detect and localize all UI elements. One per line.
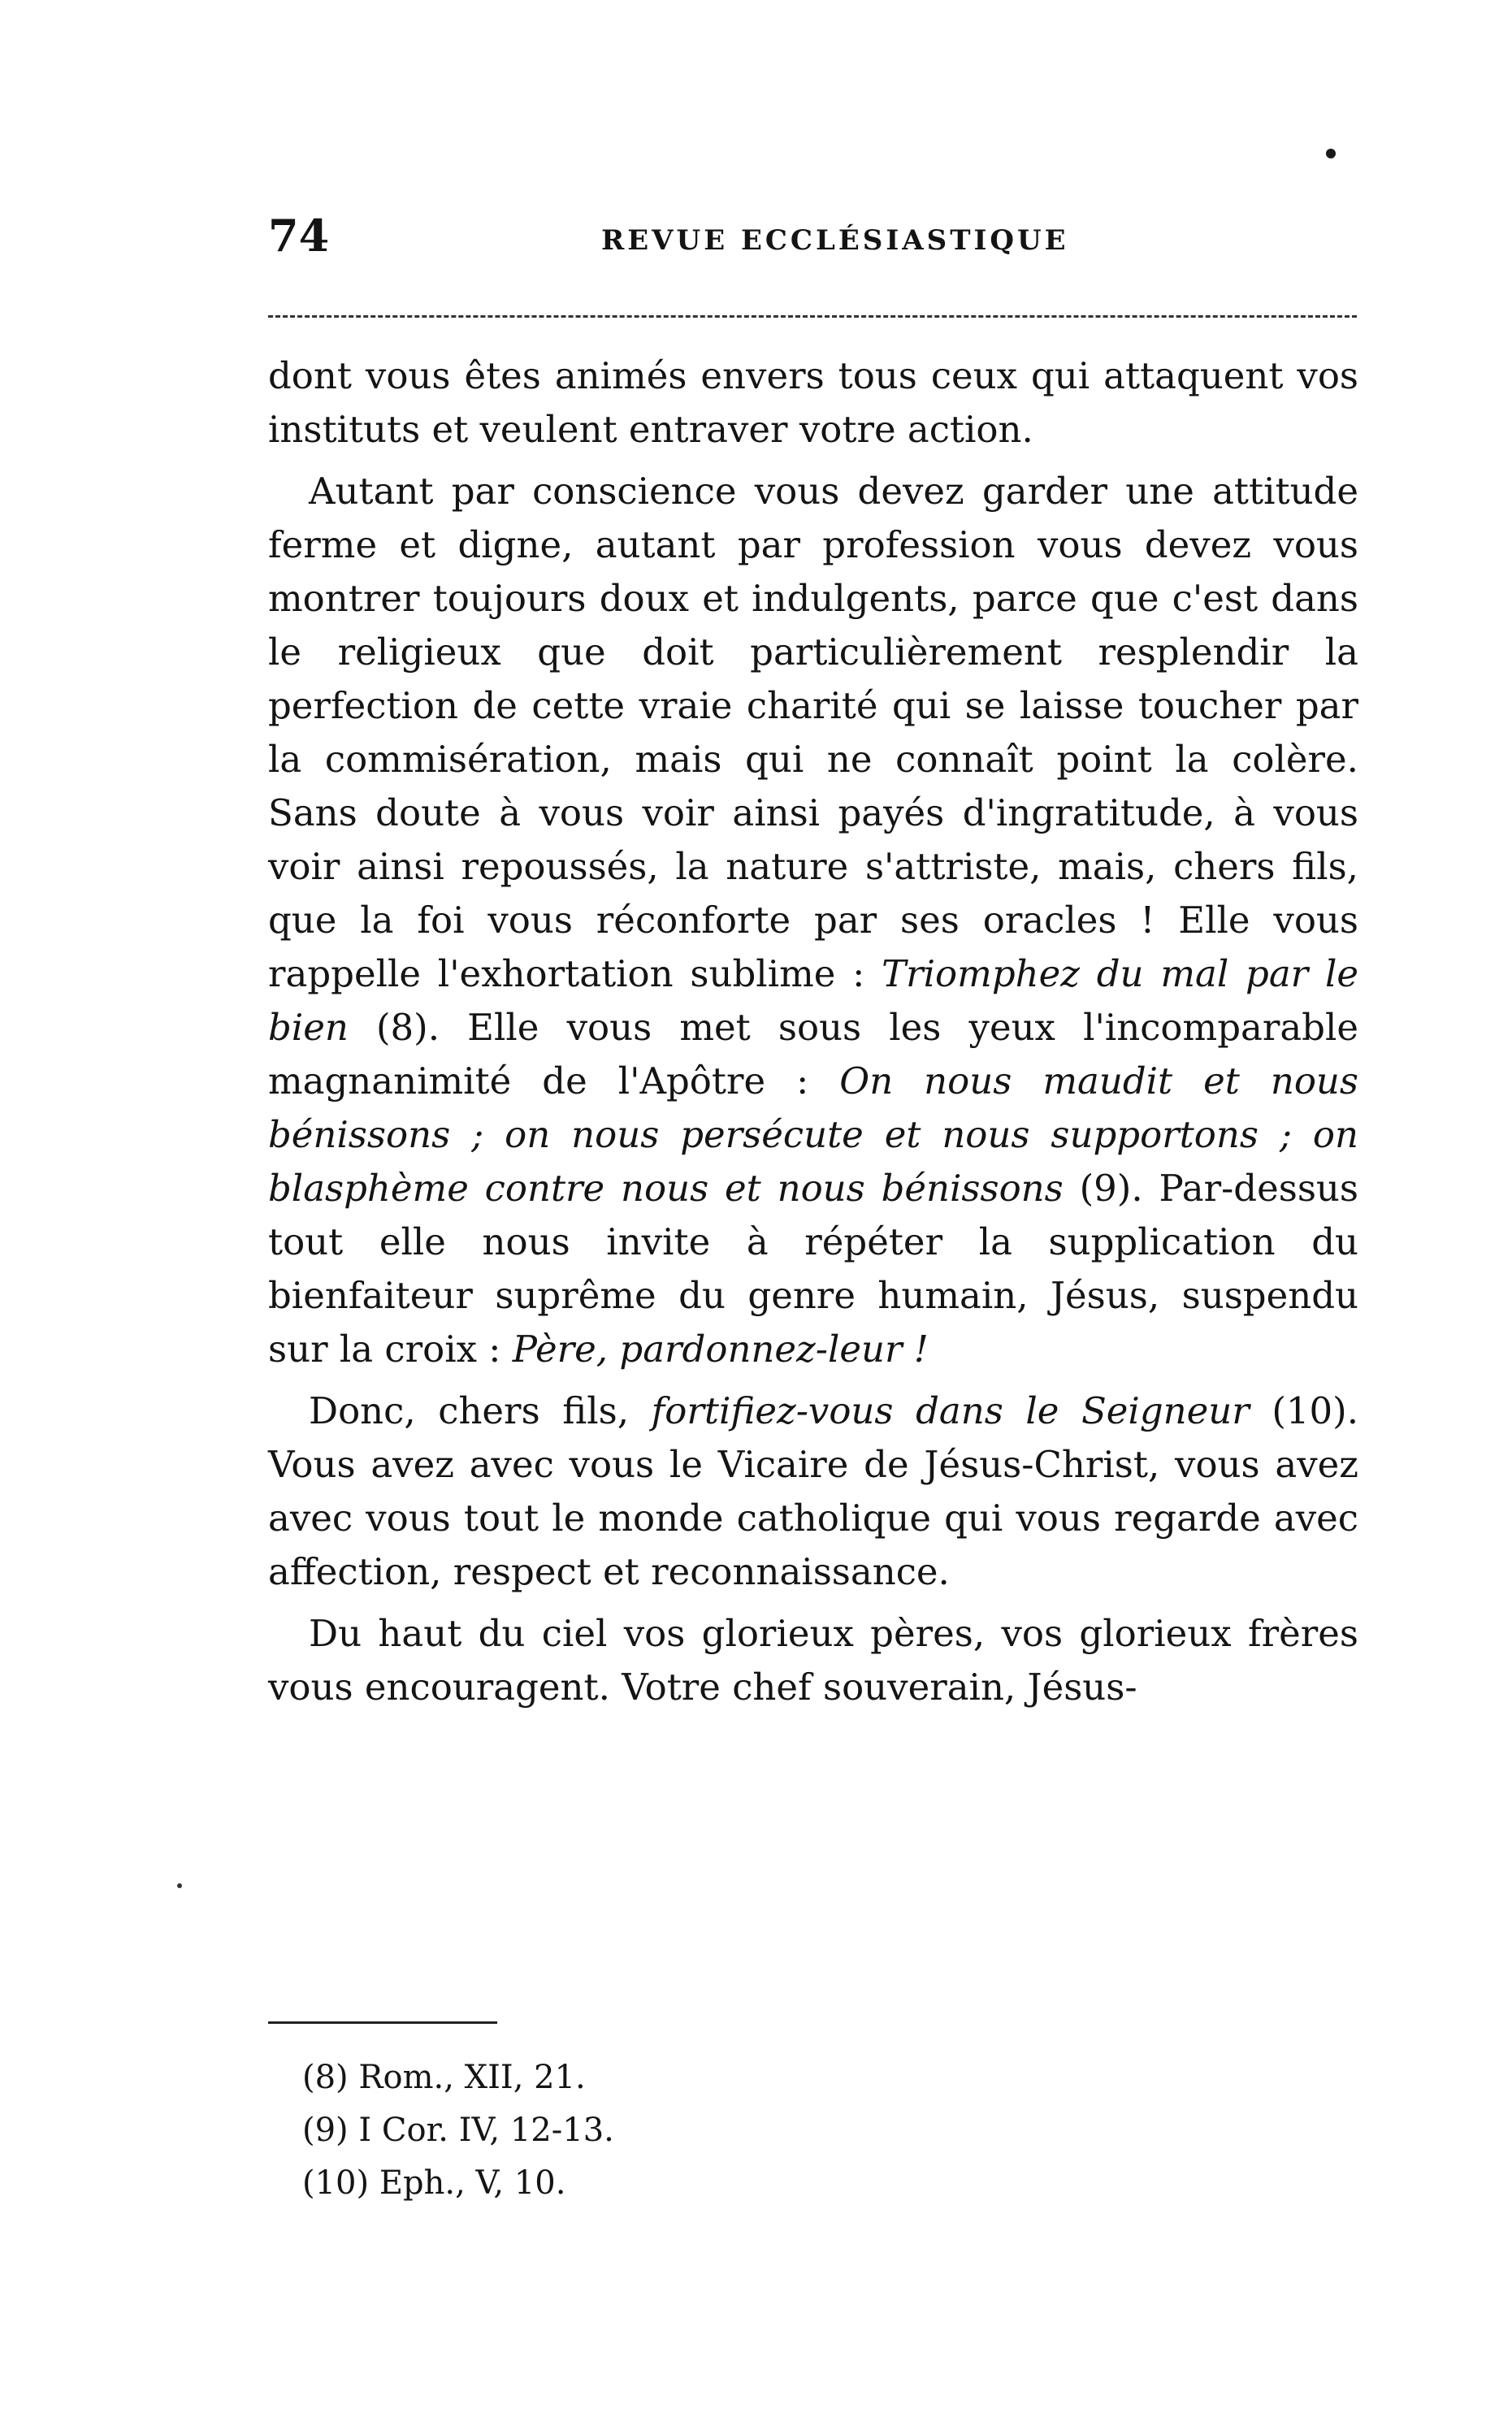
footnote-8: (8) Rom., XII, 21.	[302, 2059, 586, 2096]
p2-quote-2: On nous maudit et nous bénissons ; on nous persécute et nous supportons ; on blasphème contre nous et nous bénissons	[268, 1059, 1358, 1210]
page-number: 74	[268, 210, 330, 262]
paragraph-4: Du haut du ciel vos glorieux pères, vos glorieux frères vous encouragent. Votre chef souverain, Jésus-	[268, 1612, 1358, 1709]
body-text	[268, 349, 1358, 1714]
paragraph-2	[268, 465, 1358, 1376]
p2-text-1: Autant par conscience vous devez garder une attitude ferme et digne, autant par profession vous devez vous montrer toujours doux et indulgents, parce que c'est dans le religieux que doit particulièrement resplendir la perfection de cette vraie charité qui se laisse toucher par la commisération, mais qui ne connaît point la colère. Sans doute à vous voir ainsi payés d'ingratitude, à vous voir ainsi repoussés, la nature s'attriste, mais, chers fils, que la foi vous réconforte par ses oracles ! Elle vous rappelle l'exhortation sublime :	[268, 470, 1358, 995]
p3-quote-1: fortifiez-vous dans le Seigneur	[651, 1389, 1250, 1432]
p2-quote-3: Père, pardonnez-leur !	[512, 1328, 929, 1371]
ink-dot	[1326, 149, 1336, 158]
footnotes	[302, 2051, 614, 2210]
paragraph-3	[268, 1384, 1358, 1599]
footnote-10: (10) Eph., V, 10.	[302, 2164, 566, 2202]
p2-quote-1: Triomphez du mal par le bien	[268, 952, 1358, 1049]
p3-text-1: Donc, chers fils,	[309, 1389, 652, 1432]
paragraph-1: dont vous êtes animés envers tous ceux qui attaquent vos instituts et veulent entraver votre action.	[268, 354, 1358, 451]
footnote-rule	[268, 2021, 497, 2024]
page-header	[268, 210, 1365, 266]
running-title: REVUE ECCLÉSIASTIQUE	[601, 224, 1069, 257]
footnote-9: (9) I Cor. IV, 12-13.	[302, 2112, 614, 2149]
stray-mark	[177, 1883, 182, 1888]
p3-text-2: (10). Vous avez avec vous le Vicaire de Jésus-Christ, vous avez avec vous tout le monde catholique qui vous regarde avec affection, respect et reconnaissance.	[268, 1389, 1359, 1593]
header-rule	[268, 315, 1357, 318]
p2-text-3: (9). Par-dessus tout elle nous invite à répéter la supplication du bienfaiteur suprême du genre humain, Jésus, suspendu sur la croix :	[268, 1167, 1359, 1371]
p2-text-2: (8). Elle vous met sous les yeux l'incomparable magnanimité de l'Apôtre :	[268, 1006, 1358, 1103]
